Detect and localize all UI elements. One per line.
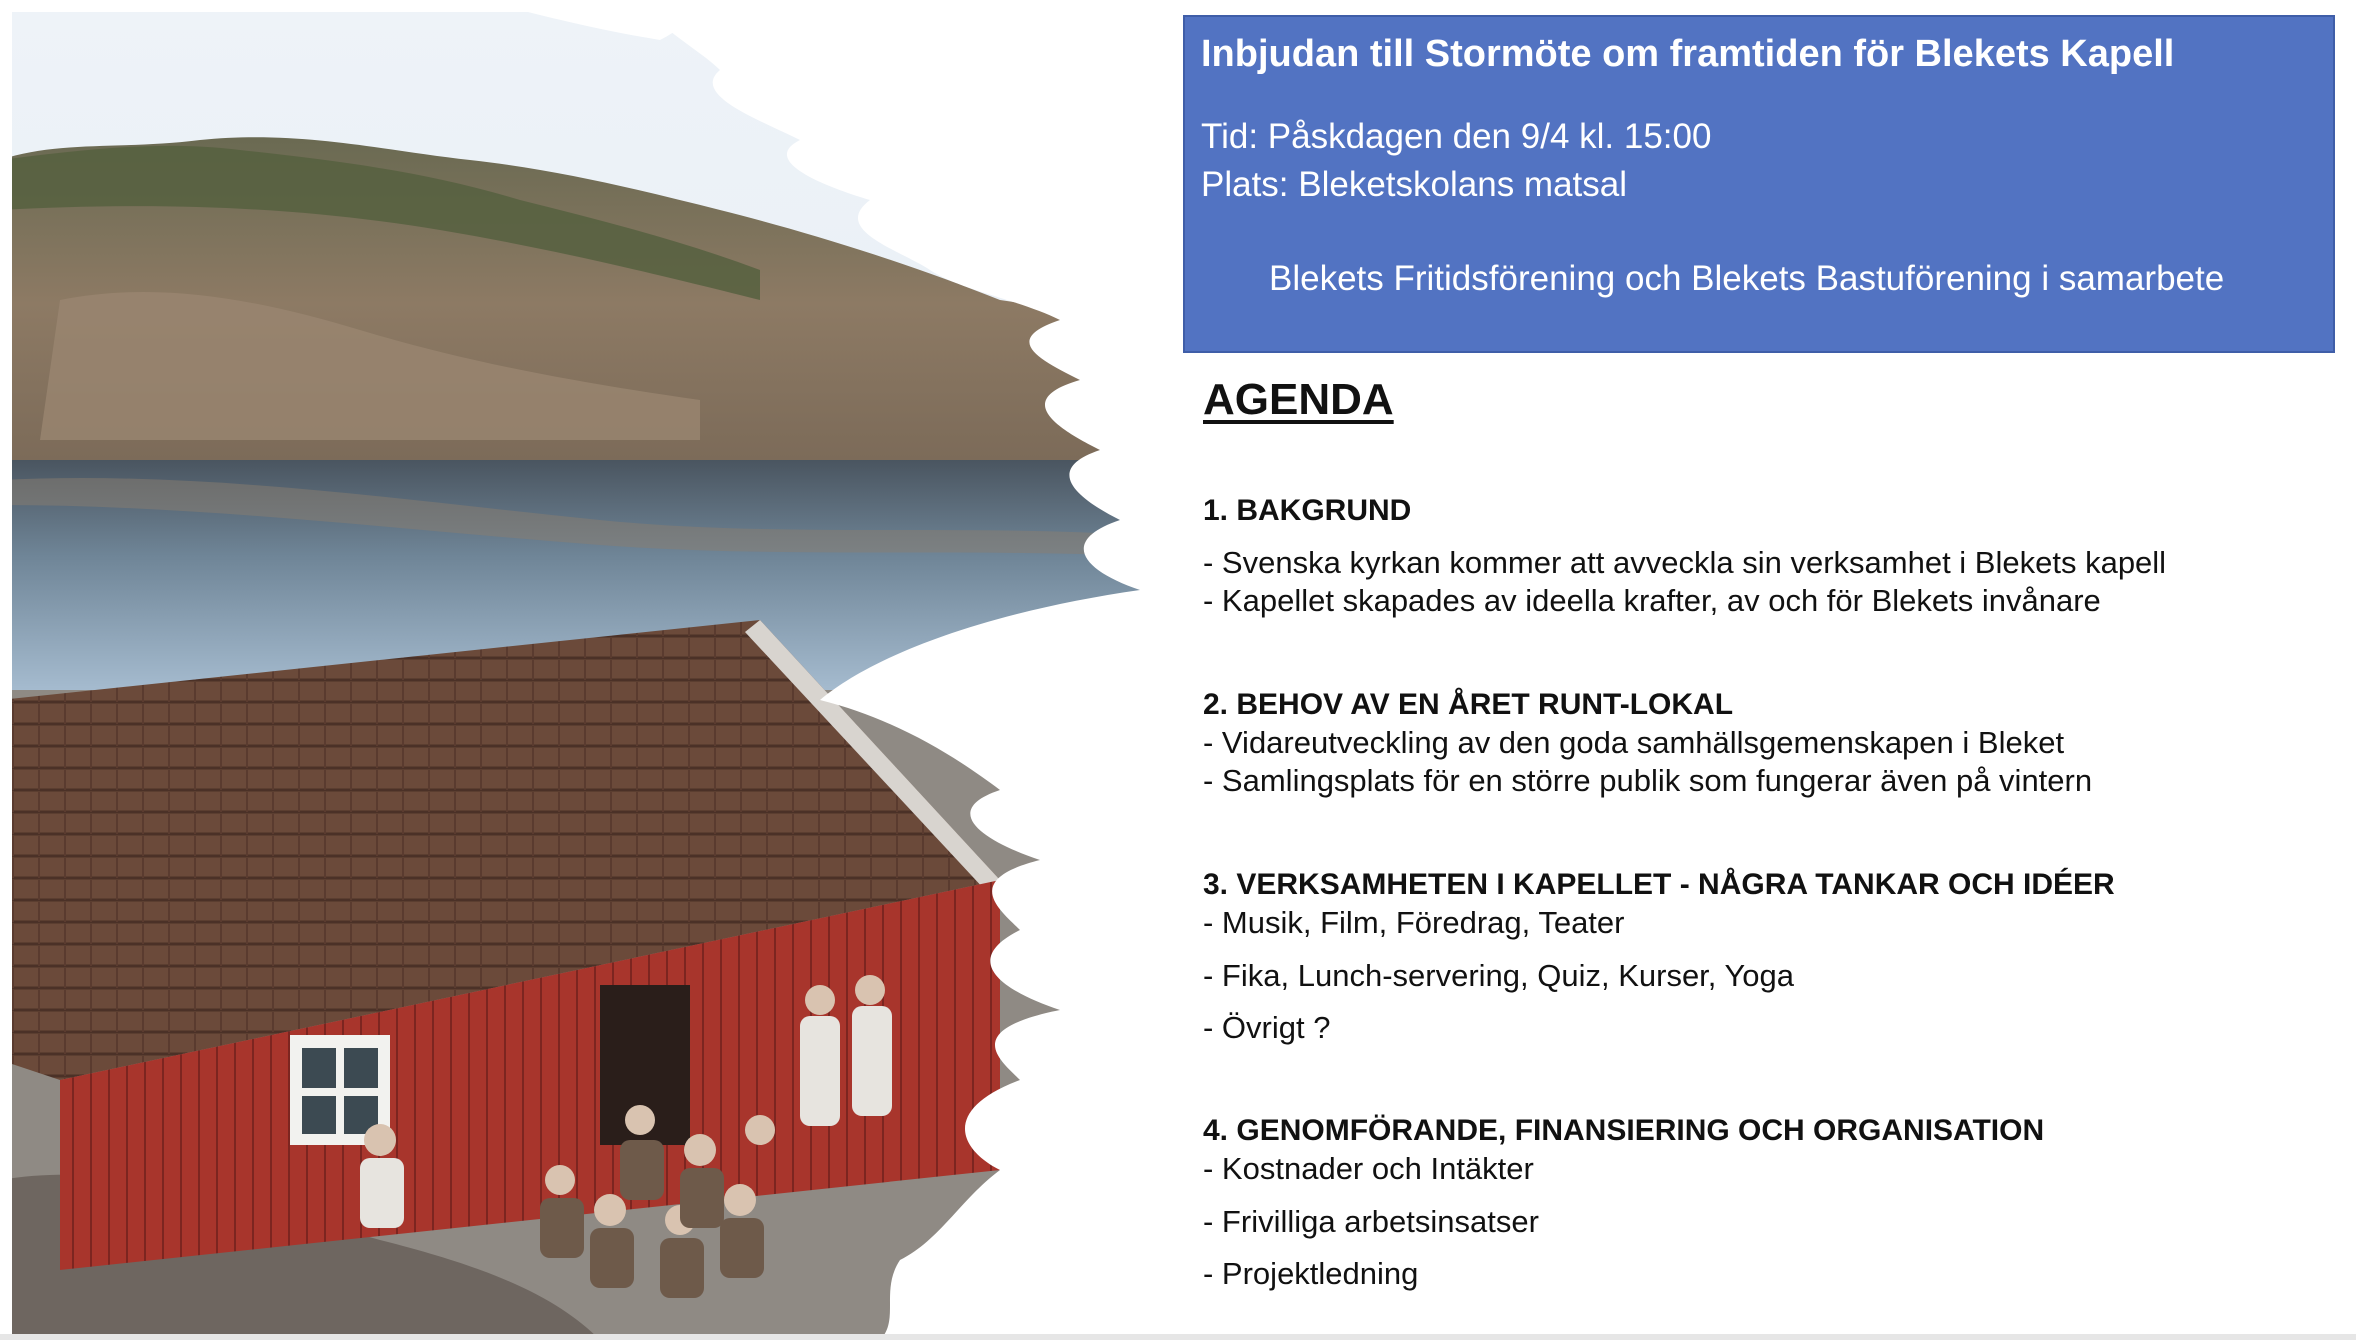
agenda-item: - Projektledning [1203, 1256, 1419, 1291]
invitation-box [1183, 15, 2335, 353]
agenda-item: - Vidareutveckling av den goda samhällsgemenskapen i Bleket [1203, 725, 2065, 760]
agenda-heading: AGENDA [1203, 375, 1394, 424]
agenda [1203, 370, 2323, 1291]
agenda-section-title: 2. BEHOV AV EN ÅRET RUNT-LOKAL [1203, 688, 1734, 721]
agenda-item: - Kostnader och Intäkter [1203, 1151, 1534, 1186]
organizers: Blekets Fritidsförening och Blekets Bastuförening i samarbete [1269, 259, 2225, 298]
agenda-item: - Svenska kyrkan kommer att avveckla sin verksamhet i Blekets kapell [1203, 545, 2167, 580]
agenda-section-title: 4. GENOMFÖRANDE, FINANSIERING OCH ORGANISATION [1203, 1114, 2045, 1147]
agenda-item: - Frivilliga arbetsinsatser [1203, 1204, 1539, 1239]
meeting-time: Tid: Påskdagen den 9/4 kl. 15:00 [1201, 117, 1712, 156]
agenda-item: - Samlingsplats för en större publik som fungerar även på vintern [1203, 763, 2093, 798]
agenda-item: - Fika, Lunch-servering, Quiz, Kurser, Yoga [1203, 958, 1795, 993]
agenda-item: - Övrigt ? [1203, 1010, 1331, 1045]
invitation-title: Inbjudan till Stormöte om framtiden för Blekets Kapell [1201, 33, 2175, 75]
agenda-item: - Musik, Film, Föredrag, Teater [1203, 905, 1625, 940]
agenda-section-title: 3. VERKSAMHETEN I KAPELLET - NÅGRA TANKAR OCH IDÉER [1203, 868, 2115, 901]
meeting-place: Plats: Bleketskolans matsal [1201, 165, 1628, 204]
agenda-item: - Kapellet skapades av ideella krafter, av och för Blekets invånare [1203, 583, 2101, 618]
bottom-divider [0, 1334, 2356, 1340]
agenda-section-title: 1. BAKGRUND [1203, 494, 1412, 527]
